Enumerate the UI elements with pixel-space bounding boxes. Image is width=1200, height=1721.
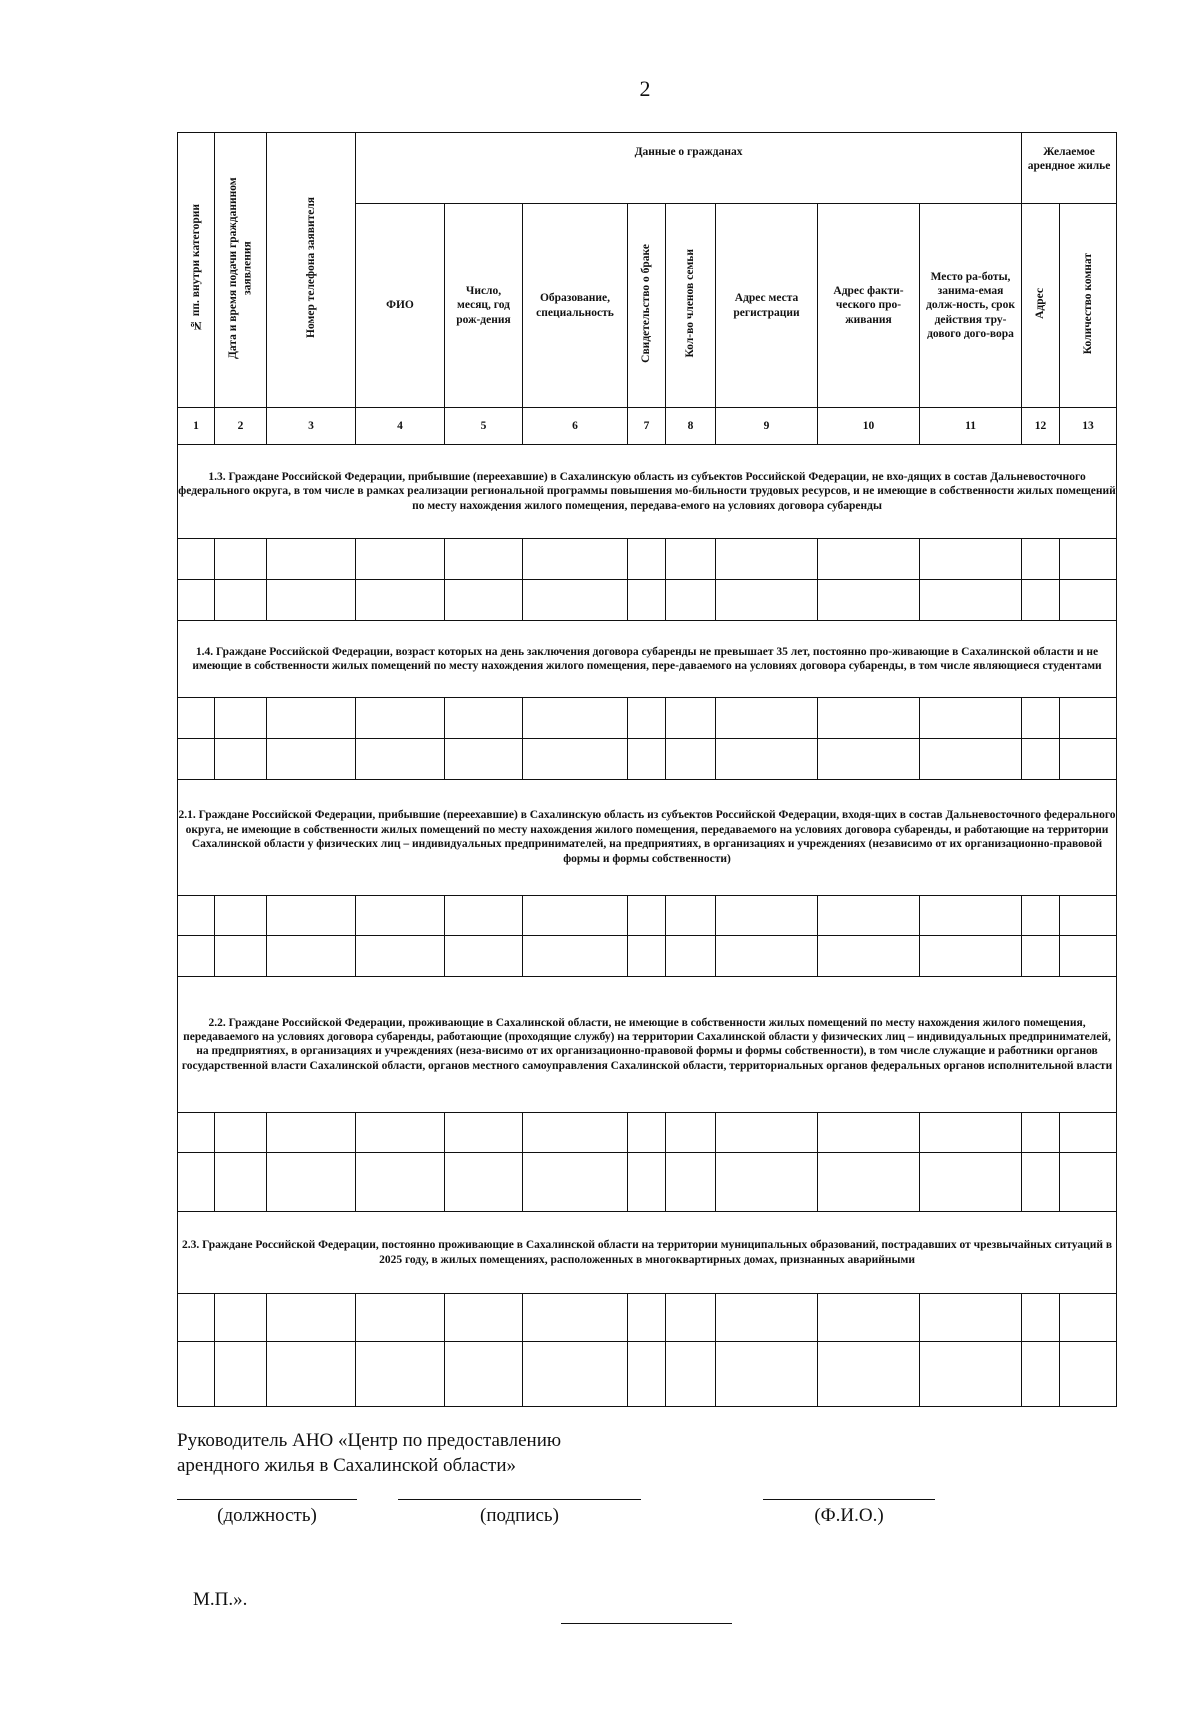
- column-number: 4: [356, 407, 445, 444]
- name-line: [763, 1499, 935, 1500]
- header-col-5: Число, месяц, год рож-дения: [445, 204, 523, 408]
- applicants-register-table: [177, 132, 1117, 1407]
- section-2-3-text: 2.3. Граждане Российской Федерации, постоянно проживающие в Сахалинской области на территории муниципальных образований, пострадавших от чрезвычайных ситуаций в 2025 году, в жилых помещениях, расположенных в многоквартирных домах, признанных аварийными: [178, 1212, 1117, 1293]
- stamp-place: М.П.».: [193, 1589, 248, 1610]
- signature-label: (подпись): [480, 1505, 559, 1526]
- table-row: [178, 738, 1117, 779]
- header-citizens-data: Данные о гражданах: [356, 133, 1022, 204]
- header-col-11: Место ра-боты, занима-емая долж-ность, срок действия тру-дового дого-вора: [920, 204, 1022, 408]
- signatory-block: [177, 1429, 561, 1478]
- section-row: [178, 444, 1117, 539]
- column-number: 2: [215, 407, 267, 444]
- table-row: [178, 698, 1117, 739]
- column-numbers-row: [178, 407, 1117, 444]
- header-col-7: Свидетельство о браке: [628, 204, 666, 408]
- header-col-10: Адрес факти-ческого про-живания: [818, 204, 920, 408]
- signatory-title-line-1: Руководитель АНО «Центр по предоставлению: [177, 1430, 562, 1451]
- column-number: 11: [920, 407, 1022, 444]
- column-number: 9: [716, 407, 818, 444]
- column-number: 8: [666, 407, 716, 444]
- signatory-title-line-2: арендного жилья в Сахалинской области»: [177, 1454, 516, 1476]
- column-number: 5: [445, 407, 523, 444]
- column-number: 6: [523, 407, 628, 444]
- section-row: [178, 779, 1117, 895]
- header-col-2: Дата и время подачи гражданином заявления: [215, 133, 267, 408]
- column-number: 10: [818, 407, 920, 444]
- header-row-group: [178, 133, 1117, 204]
- table-row: [178, 895, 1117, 936]
- table-row: [178, 539, 1117, 580]
- name-label: (Ф.И.О.): [814, 1505, 884, 1526]
- section-2-1-text: 2.1. Граждане Российской Федерации, прибывшие (переехавшие) в Сахалинскую область из субъектов Российской Федерации, входя-щих в состав Дальневосточного федерального округа, не имеющие в собственности жилых помещений по месту нахождения жилого помещения, передаваемого на условиях договора субаренды, и работающие на территории Сахалинской области у физических лиц – индивидуальных предпринимателей, на предприятиях, в организациях и учреждениях (независимо от их организационно-правовой формы и формы собственности): [178, 779, 1117, 895]
- column-number: 1: [178, 407, 215, 444]
- column-number: 3: [267, 407, 356, 444]
- header-col-3: Номер телефона заявителя: [267, 133, 356, 408]
- section-2-2-text: 2.2. Граждане Российской Федерации, проживающие в Сахалинской области, не имеющие в собственности жилых помещений по месту нахождения жилого помещения, передаваемого на условиях договора субаренды, работающие (проходящие службу) на территории Сахалинской области у физических лиц – индивидуальных предпринимателей, на предприятиях, в организациях и учреждениях (неза-висимо от их организационно-правовой формы и формы собственности), в том числе служащие и работники органов государственной власти Сахалинской области, органов местного самоуправления Сахалинской области, территориальных органов федеральных органов исполнительной власти: [178, 977, 1117, 1112]
- section-row: [178, 620, 1117, 697]
- section-1-4-text: 1.4. Граждане Российской Федерации, возраст которых на день заключения договора субаренды не превышает 35 лет, постоянно про-живающие в Сахалинской области и не имеющие в собственности жилых помещений по месту нахождения жилого помещения, пере-даваемого на условиях договора субаренды, в том числе являющиеся студентами: [178, 620, 1117, 697]
- table-row: [178, 936, 1117, 977]
- header-col-1: № пп. внутри категории: [178, 133, 215, 408]
- header-col-8: Кол-во членов семьи: [666, 204, 716, 408]
- signature-line: [398, 1499, 641, 1500]
- section-row: [178, 1212, 1117, 1293]
- header-col-6: Образование, специальность: [523, 204, 628, 408]
- header-col-13: Количество комнат: [1060, 204, 1117, 408]
- position-label: (должность): [217, 1505, 317, 1526]
- page-number: 2: [639, 76, 651, 101]
- column-number: 7: [628, 407, 666, 444]
- table-row: [178, 1153, 1117, 1212]
- column-number: 13: [1060, 407, 1117, 444]
- position-line: [177, 1499, 357, 1500]
- header-desired-housing: Желаемое арендное жилье: [1022, 133, 1117, 204]
- header-col-9: Адрес места регистрации: [716, 204, 818, 408]
- section-1-3-text: 1.3. Граждане Российской Федерации, прибывшие (переехавшие) в Сахалинскую область из субъектов Российской Федерации, не вхо-дящих в состав Дальневосточного федерального округа, в том числе в рамках реализации региональной программы повышения мо-бильности трудовых ресурсов, и не имеющие в собственности жилых помещений по месту нахождения жилого помещения, передава-емого на условиях договора субаренды: [178, 444, 1117, 539]
- table-row: [178, 580, 1117, 621]
- column-number: 12: [1022, 407, 1060, 444]
- table-row: [178, 1293, 1117, 1341]
- section-row: [178, 977, 1117, 1112]
- header-col-12: Адрес: [1022, 204, 1060, 408]
- table-row: [178, 1112, 1117, 1153]
- header-col-4: ФИО: [356, 204, 445, 408]
- end-of-document-line: [561, 1623, 732, 1624]
- table-row: [178, 1341, 1117, 1406]
